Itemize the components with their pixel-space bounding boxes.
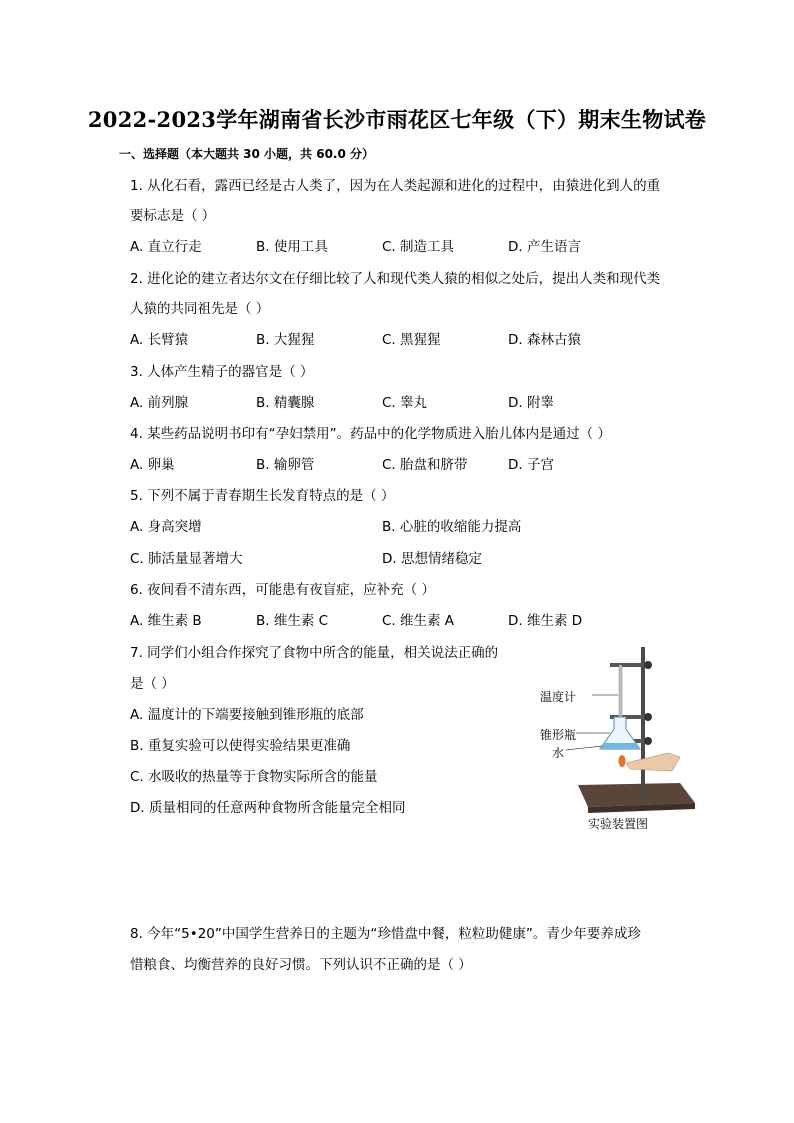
question-1-line-2: 要标志是（ ） [130, 208, 216, 224]
q5-option-a: A. 身高突增 [130, 519, 202, 535]
q1-option-c: C. 制造工具 [382, 239, 455, 255]
q6-option-c: C. 维生素 A [382, 613, 455, 629]
q4-option-b: B. 输卵管 [256, 457, 315, 473]
experiment-apparatus-figure [540, 645, 700, 835]
q5-option-d: D. 思想情绪稳定 [382, 551, 482, 567]
q6-option-d: D. 维生素 D [508, 613, 583, 629]
q4-option-d: D. 子宫 [508, 457, 554, 473]
figure-caption: 实验装置图 [588, 817, 649, 831]
q7-option-c: C. 水吸收的热量等于食物实际所含的能量 [130, 769, 378, 785]
q6-option-b: B. 维生素 C [256, 613, 329, 629]
q5-option-b: B. 心脏的收缩能力提高 [382, 519, 522, 535]
flame [619, 755, 626, 767]
hand [626, 753, 680, 771]
q7-option-a: A. 温度计的下端要接触到锥形瓶的底部 [130, 707, 364, 723]
q5-option-c: C. 肺活量显著增大 [130, 551, 243, 567]
stand-rod [641, 647, 645, 797]
question-3-line-1: 3. 人体产生精子的器官是（ ） [130, 364, 314, 380]
q2-option-a: A. 长臂猿 [130, 332, 189, 348]
q3-option-a: A. 前列腺 [130, 395, 189, 411]
stand-base [578, 783, 695, 807]
q3-option-b: B. 精囊腺 [256, 395, 315, 411]
section-heading: 一、选择题（本大题共 30 小题，共 60.0 分） [119, 147, 375, 161]
q3-option-c: C. 睾丸 [382, 395, 428, 411]
flask-label: 锥形瓶 [540, 728, 577, 742]
question-7-line-2: 是（ ） [130, 676, 175, 692]
q1-option-b: B. 使用工具 [256, 239, 328, 255]
water-label: 水 [552, 746, 565, 760]
question-4-line-1: 4. 某些药品说明书印有“孕妇禁用”。药品中的化学物质进入胎儿体内是通过（ ） [130, 426, 611, 442]
question-6-line-1: 6. 夜间看不清东西，可能患有夜盲症，应补充（ ） [130, 582, 435, 598]
q1-option-a: A. 直立行走 [130, 239, 202, 255]
q1-option-d: D. 产生语言 [508, 239, 581, 255]
q4-option-c: C. 胎盘和脐带 [382, 457, 468, 473]
question-2-line-2: 人猿的共同祖先是（ ） [130, 301, 270, 317]
question-7-line-1: 7. 同学们小组合作探究了食物中所含的能量，相关说法正确的 [130, 645, 499, 661]
question-1-line-1: 1. 从化石看，露西已经是古人类了，因为在人类起源和进化的过程中，由猿进化到人的重 [130, 178, 661, 194]
question-8-line-2: 惜粮食、均衡营养的良好习惯。下列认识不正确的是（ ） [130, 957, 472, 973]
q2-option-d: D. 森林古猿 [508, 332, 581, 348]
q2-option-c: C. 黑猩猩 [382, 332, 441, 348]
q4-option-a: A. 卵巢 [130, 457, 175, 473]
q7-option-d: D. 质量相同的任意两种食物所含能量完全相同 [130, 800, 406, 816]
q6-option-a: A. 维生素 B [130, 613, 202, 629]
q2-option-b: B. 大猩猩 [256, 332, 315, 348]
question-5-line-1: 5. 下列不属于青春期生长发育特点的是（ ） [130, 488, 395, 504]
thermometer-label: 温度计 [540, 690, 577, 704]
page-title: 2022-2023学年湖南省长沙市雨花区七年级（下）期末生物试卷 [87, 107, 707, 132]
q3-option-d: D. 附睾 [508, 395, 554, 411]
question-2-line-1: 2. 进化论的建立者达尔文在仔细比较了人和现代类人猿的相似之处后，提出人类和现代类 [130, 271, 661, 287]
question-8-line-1: 8. 今年“5•20”中国学生营养日的主题为“珍惜盘中餐，粒粒助健康”。青少年要养成珍 [130, 926, 641, 942]
q7-option-b: B. 重复实验可以使得实验结果更准确 [130, 738, 351, 754]
water [600, 743, 640, 749]
